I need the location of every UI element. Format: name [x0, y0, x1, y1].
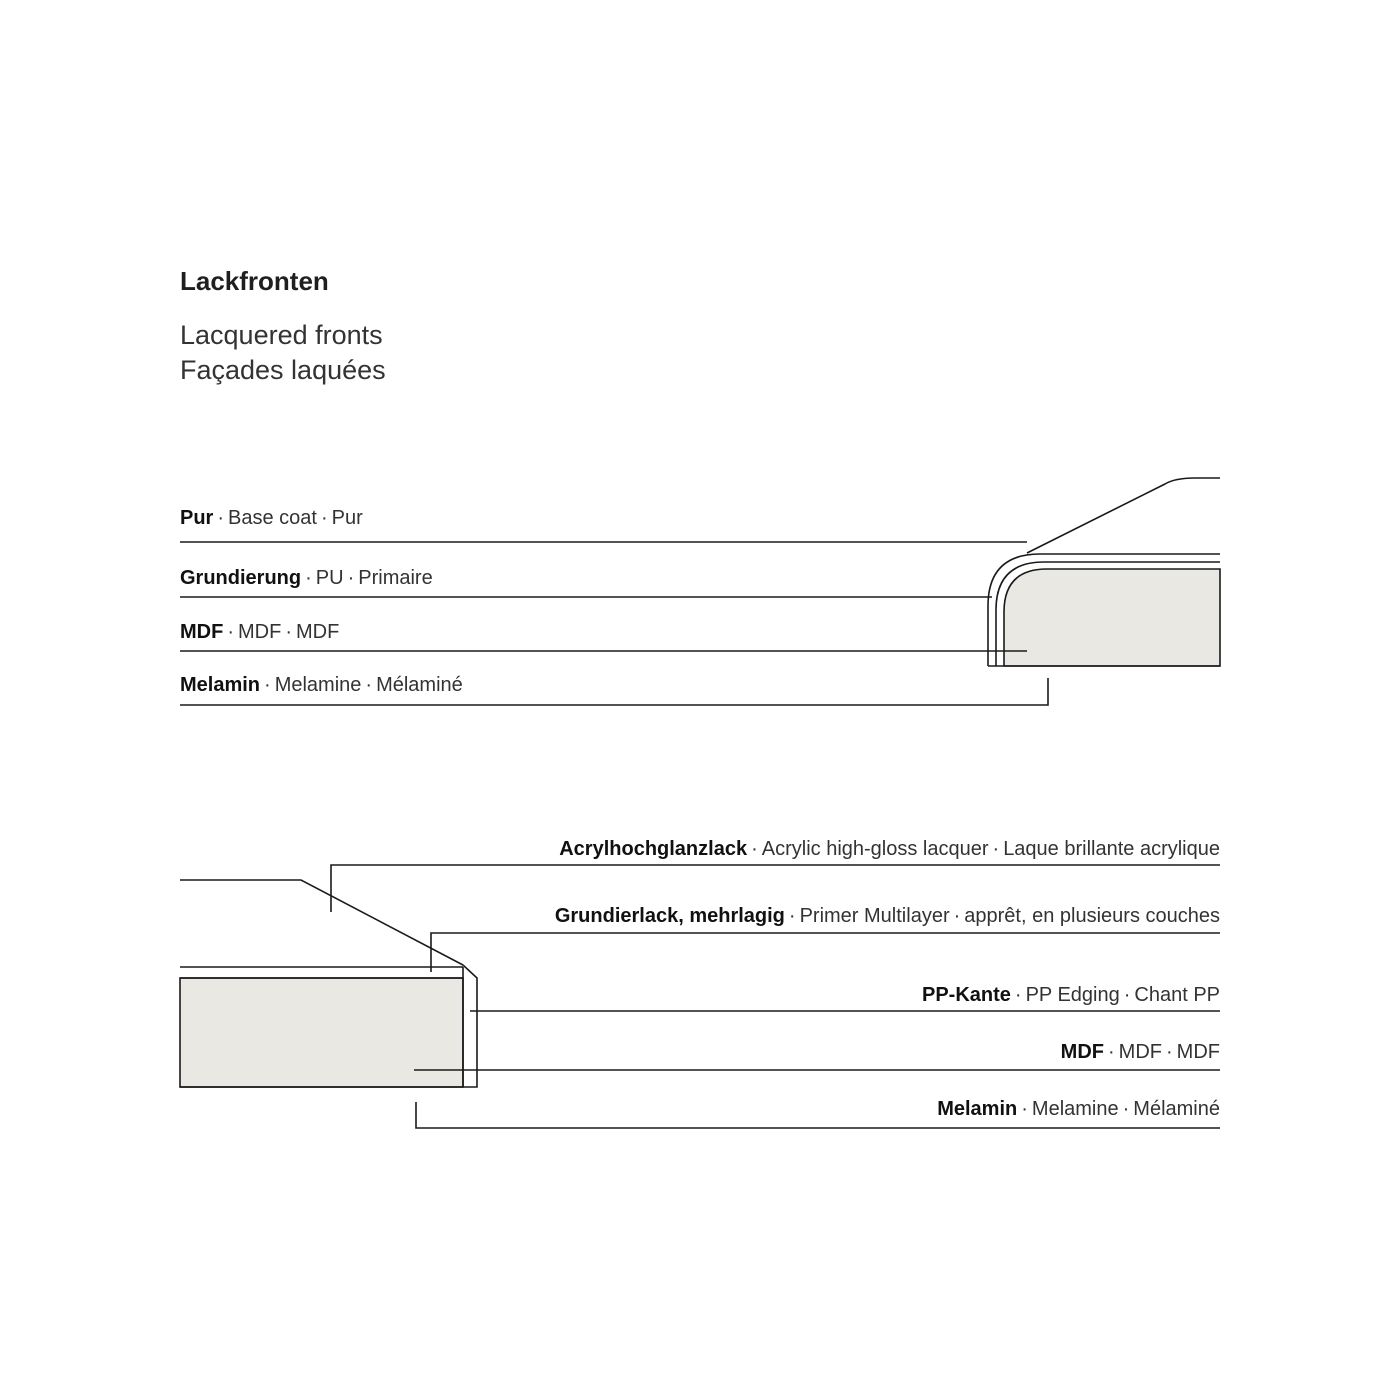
bottom-label-acryl: Acrylhochglanzlack · Acrylic high-gloss lacquer · Laque brillante acrylique [559, 838, 1220, 860]
top-basecoat-profile [1027, 478, 1220, 553]
bottom-lacquer-profile [180, 880, 463, 965]
top-label-grundierung: Grundierung · PU · Primaire [180, 567, 433, 589]
top-mdf-core [1004, 569, 1220, 666]
subtitle-en: Lacquered fronts [180, 320, 383, 350]
top-label-melamin: Melamin · Melamine · Mélaminé [180, 674, 463, 696]
bottom-label-melamin: Melamin · Melamine · Mélaminé [937, 1098, 1220, 1120]
bottom-label-pp-kante: PP-Kante · PP Edging · Chant PP [921, 984, 1220, 1006]
bottom-label-grundierlack: Grundierlack, mehrlagig · Primer Multilayer · apprêt, en plusieurs couches [554, 905, 1220, 927]
bottom-leader-acryl [331, 865, 1220, 912]
bottom-label-mdf: MDF · MDF · MDF [1060, 1041, 1220, 1063]
top-label-mdf: MDF · MDF · MDF [180, 621, 340, 643]
subtitle-fr: Façades laquées [180, 355, 386, 385]
top-leader-melamin [180, 678, 1048, 705]
page-title: Lackfronten [180, 266, 329, 296]
bottom-leader-melamin [416, 1102, 1220, 1128]
bottom-leader-grundierlack [431, 933, 1220, 972]
top-label-pur: Pur · Base coat · Pur [180, 507, 363, 529]
